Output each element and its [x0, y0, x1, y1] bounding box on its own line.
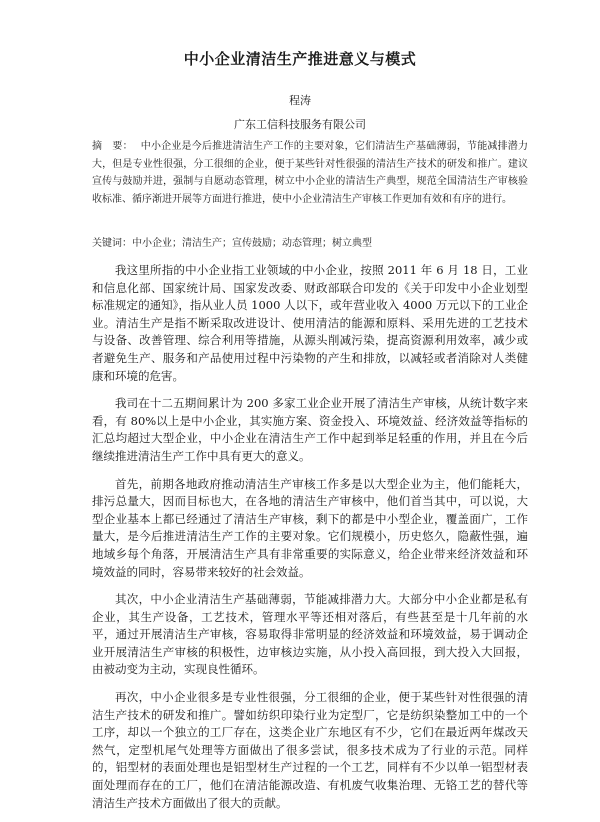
body-paragraph: 首先，前期各地政府推动清洁生产审核工作多是以大型企业为主，他们能耗大，排污总量大，因而目标也大，在各地的清洁生产审核中，他们首当其中，可以说，大型企业基本上都已经通过了清洁生产审核，剩下的都是中小型企业，覆盖面广，工作量大，是今后推进清洁生产工作的主要对象。它们规模小，历史悠久，隐蔽性强，遍地域乡每个角落，开展清洁生产具有非常重要的实际意义，给企业带来经济效益和环境效益的同时，容易带来较好的社会效益。: [92, 476, 528, 579]
keywords-text: 中小企业；清洁生产；宣传鼓励；动态管理；树立典型: [132, 238, 372, 249]
abstract-text: 中小企业是今后推进清洁生产工作的主要对象，它们清洁生产基础薄弱，节能减排潜力大，但是专业性很强，分工很细的企业，便于某些针对性很强的清洁生产技术的研发和推广。建议宣传与鼓励并进，强制与自愿动态管理，树立中小企业的清洁生产典型，规范全国清洁生产审核验收标准、循序渐进开展等方面进行推进，使中小企业清洁生产审核工作更加有效和有序的进行。: [92, 141, 529, 205]
abstract-label: 摘 要：: [92, 141, 133, 152]
body-paragraph: 其次，中小企业清洁生产基础薄弱，节能减排潜力大。大部分中小企业都是私有企业，其生产设备，工艺技术，管理水平等还相对落后，有些甚至是十几年前的水平，通过开展清洁生产审核，容易取得非常明显的经济效益和环境效益，易于调动企业开展清洁生产审核的积极性，边审核边实施，从小投入高回报，到大投入大回报，由被动变为主动，实现良性循环。: [92, 592, 528, 677]
body-paragraph: 再次，中小企业很多是专业性很强，分工很细的企业，便于某些针对性很强的清洁生产技术的研发和推广。譬如纺织印染行业为定型厂，它是纺织染整加工中的一个工序，却以一个独立的工厂存在，这类企业广东地区有不少，它们在最近两年煤改天然气，定型机尾气处理等方面做出了很多尝试，很多技术成为了行业的示范。同样的，铝型材的表面处理也是铝型材生产过程的一个工艺，同样有不少以单一铝型材表面处理而存在的工厂，他们在清洁能源改造、有机废气收集治理、无铬工艺的替代等清洁生产技术方面做出了很大的贡献。: [92, 690, 528, 810]
body-text: [92, 262, 528, 822]
abstract: [92, 138, 528, 208]
author-name: 程涛: [289, 94, 311, 107]
keywords: [92, 236, 528, 252]
author-affiliation: 广东工信科技服务有限公司: [234, 118, 366, 131]
keywords-label: 关键词：: [92, 238, 132, 249]
paper-title: 中小企业清洁生产推进意义与模式: [183, 50, 417, 68]
body-paragraph: 我这里所指的中小企业指工业领域的中小企业，按照 2011 年 6 月 18 日，工业和信息化部、国家统计局、国家发改委、财政部联合印发的《关于印发中小企业划型标准规定的通知》，指从业人员 1000 人以下，或年营业收入 4000 万元以下的工业企业。清洁生产是指不断采取改进设计、使用清洁的能源和原料、采用先进的工艺技术与设备、改善管理、综合利用等措施，从源头削减污染，提高资源利用效率，减少或者避免生产、服务和产品使用过程中污染物的产生和排放，以减轻或者消除对人类健康和环境的危害。: [92, 263, 528, 383]
body-paragraph: 我司在十二五期间累计为 200 多家工业企业开展了清洁生产审核，从统计数字来看，有 80%以上是中小企业，其实施方案、资金投入、环境效益、经济效益等指标的汇总均超过大型企业，中小企业在清洁生产工作中起到举足轻重的作用，并且在今后继续推进清洁生产工作中具有更大的意义。: [92, 396, 528, 463]
